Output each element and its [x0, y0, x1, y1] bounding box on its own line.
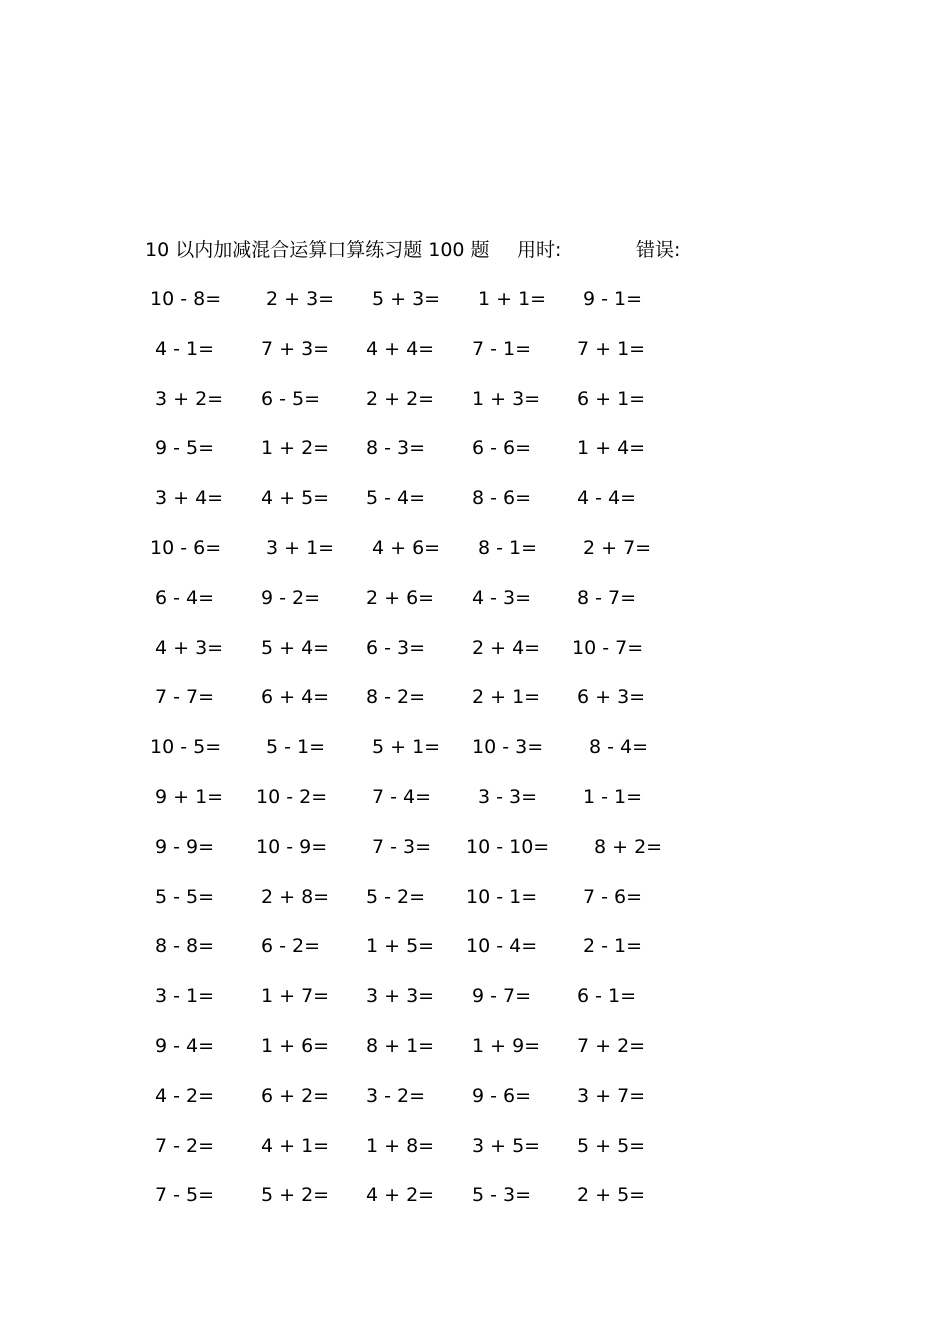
arithmetic-problem: 6 + 3=: [577, 686, 646, 708]
arithmetic-problem: 5 + 3=: [372, 288, 441, 310]
arithmetic-problem: 10 - 5=: [150, 736, 222, 758]
arithmetic-problem: 9 - 9=: [155, 836, 215, 858]
arithmetic-problem: 8 + 2=: [594, 836, 663, 858]
arithmetic-problem: 10 - 2=: [256, 786, 328, 808]
arithmetic-problem: 7 - 6=: [583, 886, 643, 908]
arithmetic-problem: 10 - 8=: [150, 288, 222, 310]
arithmetic-problem: 8 + 1=: [366, 1035, 435, 1057]
arithmetic-problem: 7 - 2=: [155, 1135, 215, 1157]
worksheet-title: 10 以内加减混合运算口算练习题 100 题: [145, 239, 490, 261]
arithmetic-problem: 10 - 6=: [150, 537, 222, 559]
arithmetic-problem: 1 - 1=: [583, 786, 643, 808]
arithmetic-problem: 8 - 3=: [366, 437, 426, 459]
arithmetic-problem: 4 - 4=: [577, 487, 637, 509]
arithmetic-problem: 10 - 3=: [472, 736, 544, 758]
arithmetic-problem: 2 + 6=: [366, 587, 435, 609]
arithmetic-problem: 1 + 5=: [366, 935, 435, 957]
arithmetic-problem: 2 + 3=: [266, 288, 335, 310]
arithmetic-problem: 8 - 7=: [577, 587, 637, 609]
arithmetic-problem: 9 - 1=: [583, 288, 643, 310]
arithmetic-problem: 5 + 4=: [261, 637, 330, 659]
arithmetic-problem: 7 - 1=: [472, 338, 532, 360]
arithmetic-problem: 6 - 2=: [261, 935, 321, 957]
arithmetic-problem: 4 - 2=: [155, 1085, 215, 1107]
arithmetic-problem: 10 - 10=: [466, 836, 550, 858]
arithmetic-problem: 7 + 1=: [577, 338, 646, 360]
arithmetic-problem: 4 - 3=: [472, 587, 532, 609]
arithmetic-problem: 4 - 1=: [155, 338, 215, 360]
arithmetic-problem: 2 + 2=: [366, 388, 435, 410]
arithmetic-problem: 4 + 2=: [366, 1184, 435, 1206]
arithmetic-problem: 5 - 1=: [266, 736, 326, 758]
arithmetic-problem: 10 - 7=: [572, 637, 644, 659]
arithmetic-problem: 6 + 4=: [261, 686, 330, 708]
arithmetic-problem: 3 - 3=: [478, 786, 538, 808]
arithmetic-problem: 6 + 2=: [261, 1085, 330, 1107]
error-count-label: 错误:: [636, 239, 681, 261]
arithmetic-problem: 6 - 4=: [155, 587, 215, 609]
arithmetic-problem: 4 + 3=: [155, 637, 224, 659]
arithmetic-problem: 9 - 4=: [155, 1035, 215, 1057]
arithmetic-problem: 7 + 3=: [261, 338, 330, 360]
arithmetic-problem: 5 - 2=: [366, 886, 426, 908]
arithmetic-problem: 8 - 2=: [366, 686, 426, 708]
arithmetic-problem: 2 + 4=: [472, 637, 541, 659]
arithmetic-problem: 8 - 8=: [155, 935, 215, 957]
arithmetic-problem: 3 + 1=: [266, 537, 335, 559]
arithmetic-problem: 9 - 5=: [155, 437, 215, 459]
arithmetic-problem: 6 - 5=: [261, 388, 321, 410]
arithmetic-problem: 1 + 6=: [261, 1035, 330, 1057]
arithmetic-problem: 1 + 1=: [478, 288, 547, 310]
arithmetic-problem: 7 - 4=: [372, 786, 432, 808]
arithmetic-problem: 1 + 8=: [366, 1135, 435, 1157]
arithmetic-problem: 3 - 1=: [155, 985, 215, 1007]
arithmetic-problem: 8 - 4=: [589, 736, 649, 758]
arithmetic-problem: 7 + 2=: [577, 1035, 646, 1057]
arithmetic-problem: 4 + 6=: [372, 537, 441, 559]
arithmetic-problem: 3 + 5=: [472, 1135, 541, 1157]
arithmetic-problem: 2 + 8=: [261, 886, 330, 908]
arithmetic-problem: 9 + 1=: [155, 786, 224, 808]
arithmetic-problem: 5 + 5=: [577, 1135, 646, 1157]
arithmetic-problem: 6 + 1=: [577, 388, 646, 410]
arithmetic-problem: 3 - 2=: [366, 1085, 426, 1107]
arithmetic-problem: 6 - 6=: [472, 437, 532, 459]
arithmetic-problem: 3 + 4=: [155, 487, 224, 509]
arithmetic-problem: 1 + 7=: [261, 985, 330, 1007]
arithmetic-problem: 6 - 1=: [577, 985, 637, 1007]
arithmetic-problem: 10 - 4=: [466, 935, 538, 957]
arithmetic-problem: 9 - 7=: [472, 985, 532, 1007]
arithmetic-problem: 10 - 9=: [256, 836, 328, 858]
arithmetic-problem: 7 - 3=: [372, 836, 432, 858]
arithmetic-problem: 4 + 1=: [261, 1135, 330, 1157]
arithmetic-problem: 1 + 2=: [261, 437, 330, 459]
arithmetic-problem: 8 - 6=: [472, 487, 532, 509]
arithmetic-problem: 3 + 2=: [155, 388, 224, 410]
arithmetic-problem: 10 - 1=: [466, 886, 538, 908]
arithmetic-problem: 1 + 3=: [472, 388, 541, 410]
arithmetic-problem: 3 + 7=: [577, 1085, 646, 1107]
arithmetic-problem: 2 - 1=: [583, 935, 643, 957]
arithmetic-problem: 5 + 1=: [372, 736, 441, 758]
arithmetic-problem: 1 + 4=: [577, 437, 646, 459]
arithmetic-problem: 2 + 7=: [583, 537, 652, 559]
arithmetic-problem: 8 - 1=: [478, 537, 538, 559]
arithmetic-problem: 3 + 3=: [366, 985, 435, 1007]
time-used-label: 用时:: [517, 239, 562, 261]
arithmetic-problem: 5 - 3=: [472, 1184, 532, 1206]
arithmetic-problem: 7 - 5=: [155, 1184, 215, 1206]
arithmetic-problem: 2 + 5=: [577, 1184, 646, 1206]
arithmetic-problem: 4 + 5=: [261, 487, 330, 509]
arithmetic-problem: 6 - 3=: [366, 637, 426, 659]
arithmetic-problem: 9 - 2=: [261, 587, 321, 609]
arithmetic-problem: 4 + 4=: [366, 338, 435, 360]
arithmetic-problem: 5 - 4=: [366, 487, 426, 509]
arithmetic-problem: 5 - 5=: [155, 886, 215, 908]
arithmetic-problem: 1 + 9=: [472, 1035, 541, 1057]
arithmetic-problem: 2 + 1=: [472, 686, 541, 708]
arithmetic-problem: 9 - 6=: [472, 1085, 532, 1107]
arithmetic-problem: 5 + 2=: [261, 1184, 330, 1206]
arithmetic-problem: 7 - 7=: [155, 686, 215, 708]
